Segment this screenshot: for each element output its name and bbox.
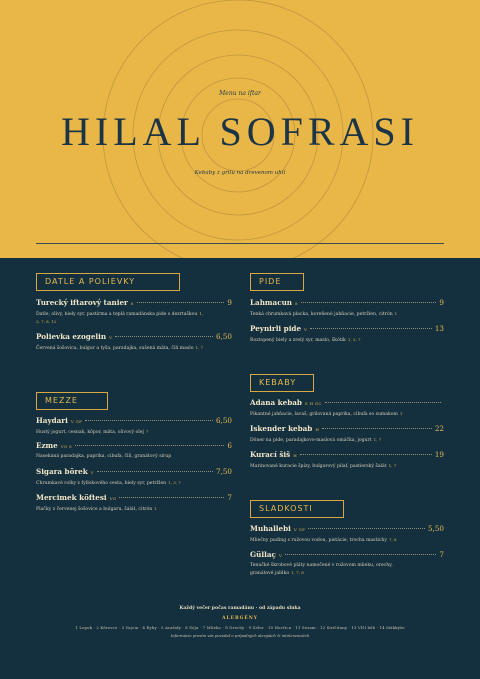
item-price: 13 [434,324,444,333]
item-price: 7 [227,493,232,502]
menu-item [36,441,232,460]
item-name: Mercimek köftesi [36,493,107,502]
menu-item [36,467,232,487]
menu-item [250,298,444,318]
item-description: Chrumkavé rolky z fyllokového cesta, biely syr, petržlen [36,481,167,486]
item-codes: VG [109,496,117,501]
item-name: Adana kebab [250,398,302,407]
item-name: Lahmacun [250,298,293,307]
leader-dots [301,302,437,303]
item-description: Plačky z červenej šošovice a bulgaru, šalát, citrón [36,507,153,512]
leader-dots [322,428,432,429]
allergens-info: Informácie prosím vás povedať o prípadných alergiách či intoleranciách [170,633,310,638]
menu-item [250,550,444,577]
allergens-title: ALERGÉNY [222,616,258,621]
section-title-pide: PIDE [250,273,304,291]
item-price: 9 [227,298,232,307]
item-allergens: 1 [154,506,157,511]
item-price: 9 [439,298,444,307]
item-price: 7 [439,550,444,559]
item-description: Červená šošovica, bulgur a tyša, paradajka, sušená mäta, čili maslo [36,346,194,351]
item-codes: H [315,427,320,432]
item-description: Mliečny puding s ružovou vodou, pistácie, trocha mastichy [250,538,387,543]
menu-item [36,298,232,326]
leader-dots [300,454,432,455]
item-price: 5,50 [427,524,444,533]
item-description: Marinované kuracie špízy, bulgarový pilaf, pastierský šalát [250,464,387,469]
section-title-sladkosti: SLADKOSTI [250,500,344,518]
menu-item [36,332,232,352]
menu-item [250,324,444,344]
section-title-mezze: MEZZE [36,392,108,410]
item-allergens: 1, 3, 7, 8, 12 [36,311,204,324]
leader-dots [75,445,224,446]
menu-item [250,398,444,418]
item-codes: V [278,553,283,558]
section-title-kebaby: KEBABY [250,374,314,392]
item-allergens: 7 [145,429,149,434]
item-allergens: 1, 3, 7 [347,337,361,342]
item-name: Haydari [36,416,68,425]
item-allergens: 1 [394,311,398,316]
item-codes: V [304,327,308,332]
item-codes: V GF [293,527,306,532]
item-allergens: 1, 7 [195,345,204,350]
allergens-list: 1 Lepok · 2 Kôrovce · 3 Vajcia · 4 Ryby · 5 Arašidy · 6 Sója · 7 Mlieko · 8 Orechy · 9 Zeler · 10 Horčica · 11 Sezam · 12 Siričitany · 13 Vlčí bôb · 14 Mäkkýše [75,625,405,630]
leader-dots [325,402,441,403]
item-description: Nasekaná paradajka, paprika, cibuľa, čili, granátový sirup [36,454,172,459]
item-description: Tenká chrumkavá placka, koreňené jahňacie, petržlen, citrón [250,312,393,317]
header-divider [36,243,444,244]
item-name: Muhallebi [250,524,291,533]
item-name: Polievka ezogelin [36,332,107,341]
item-codes: VG S [60,444,73,449]
item-allergens: 7, 8 [388,537,397,542]
item-price: 7,50 [215,467,232,476]
leader-dots [119,497,224,498]
menu-item [36,416,232,436]
item-allergens: 1, 7, 8 [291,570,304,575]
menu-item [36,493,232,513]
item-price: 19 [434,450,444,459]
item-description: Hustý jogurt, cesnak, kôpor, mäta, olivový olej [36,430,144,435]
item-name: Turecký iftarový tanier [36,298,128,307]
item-description: Döner na pide, paradajkovo-maslová omáčka, jogurt [250,438,372,443]
item-name: Peynirli pide [250,324,302,333]
leader-dots [137,302,225,303]
restaurant-title: HILAL SOFRASI [61,109,419,154]
item-codes: V [109,335,113,340]
restaurant-subtitle: Kebaby z grilu na drevenom uhlí [194,170,286,176]
item-codes: V GF [70,419,83,424]
leader-dots [285,554,436,555]
item-allergens: 1, 7 [388,463,397,468]
item-allergens: 1 [399,411,403,416]
footer-notice: Každý večer počas ramadánu · od západu slnka [179,606,301,611]
item-description: Pikantné jahňacie, lavaš, grilovaná paprika, cibuľa so sumakom [250,412,398,417]
item-allergens: 1, 3, 7 [168,480,181,485]
item-price: 6,50 [215,332,232,341]
item-price: 6,50 [215,416,232,425]
item-codes: S H GC [304,401,322,406]
item-name: Kurací šiš [250,450,291,459]
leader-dots [310,328,432,329]
item-codes: H [293,453,297,458]
item-price: 6 [227,441,232,450]
leader-dots [115,336,213,337]
item-name: Iskender kebab [250,424,313,433]
section-title-datle: DATLE A POLIEVKY [36,273,180,291]
menu-item [250,424,444,444]
item-codes: 8 [130,301,134,306]
leader-dots [97,471,213,472]
leader-dots [85,420,213,421]
item-codes: 8 [295,301,298,306]
item-codes: V [90,470,94,475]
menu-item [250,450,444,470]
item-name: Güllaç [250,550,276,559]
item-description: Datle, olivy, biely syr, pastirma a teplá ramadánska pide s dezrtaškou [36,312,198,317]
item-name: Ezme [36,441,58,450]
menu-item [250,524,444,544]
menu-caption: Menu na iftar [219,90,261,97]
leader-dots [308,528,425,529]
menu-header [0,0,480,258]
item-description: Tenučké škrobové pláty namočené v ružovom mlieku, orechy, granátové jablko [250,563,393,576]
item-allergens: 1, 7 [373,437,382,442]
menu-footer [0,606,480,638]
item-price: 22 [434,424,444,433]
item-description: Roztopený biely a zrelý syr, maslo, škótik [250,338,346,343]
item-name: Sigara börek [36,467,88,476]
